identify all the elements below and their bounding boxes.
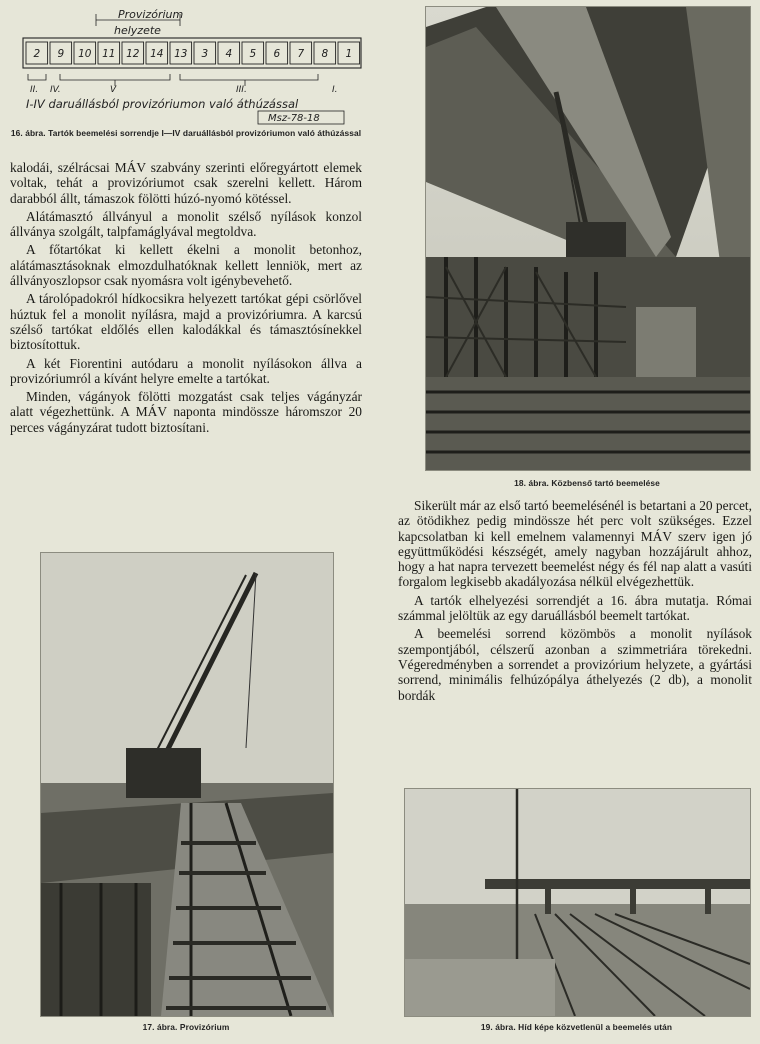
roman-iii: III. — [236, 85, 247, 95]
diagram-cell-label: 7 — [297, 48, 305, 60]
figure-17-caption: 17. ábra. Provizórium — [142, 1022, 230, 1032]
diagram-cell-label: 11 — [102, 48, 116, 60]
right-paragraph-3: A beemelési sorrend közömbös a monolit nyílások szempontjából, célszerű azonban a szimmetriára törekedni. Végeredményben a sorrendet a provizórium helyzete, a gyártási sorrend, minimális felhúzópálya áthelyezés (2 db), a monolit bordák — [398, 626, 752, 703]
roman-i: I. — [332, 85, 338, 95]
figure-18-caption: 18. ábra. Közbenső tartó beemelése — [514, 478, 660, 488]
roman-ii: II. — [30, 85, 39, 95]
right-column-text — [398, 498, 752, 706]
figure-18-photo — [425, 6, 751, 471]
diagram-cells — [26, 42, 360, 64]
diagram-note: I-IV daruállásból provizóriumon való áthúzással — [26, 97, 299, 111]
roman-iv: IV. — [50, 85, 61, 95]
figure-19-photo — [404, 788, 751, 1017]
diagram-label-provizorium: Provizórium — [118, 8, 184, 21]
diagram-cell-label: 5 — [249, 48, 257, 60]
left-paragraph-3: A főtartókat ki kellett ékelni a monolit betonhoz, alátámasztásoknak elmozdulhatóknak kellett lenniök, mert az állványoszlopsor csak nyomásra volt igénybevehető. — [10, 242, 362, 289]
diagram-cell-label: 14 — [150, 48, 164, 60]
left-column-text — [10, 160, 362, 438]
diagram-cell-label: 10 — [78, 48, 92, 60]
diagram-cell-label: 12 — [126, 48, 140, 60]
diagram-cell-label: 2 — [33, 48, 41, 60]
roman-v: V — [110, 85, 117, 95]
diagram-cell-label: 6 — [273, 48, 281, 60]
diagram-label-helyzete: helyzete — [114, 24, 161, 37]
left-paragraph-6: Minden, vágányok fölötti mozgatást csak teljes vágányzár alatt végezhettünk. A MÁV naponta mindössze háromszor 20 perces vágányzárat tudott biztosítani. — [10, 389, 362, 435]
right-paragraph-2: A tartók elhelyezési sorrendjét a 16. ábra mutatja. Római számmal jelöltük az egy daruállásból beemelt tartókat. — [398, 592, 752, 624]
diagram-cell-label: 9 — [57, 48, 65, 60]
figure-16-caption: 16. ábra. Tartók beemelési sorrendje I—IV daruállásból provizóriumon való áthúzással — [10, 128, 362, 138]
diagram-cell-label: 13 — [174, 48, 188, 60]
diagram-cell-label: 4 — [225, 48, 233, 60]
diagram-cell-label: 3 — [201, 48, 209, 60]
left-paragraph-1: kalodái, szélrácsai MÁV szabvány szerinti előregyártott elemek voltak, tehát a provizóriumot csak szerelni kellett. Három darabból állt, támaszok fölötti húzó-nyomó kötéssel. — [10, 160, 362, 206]
diagram-cell-label: 1 — [345, 48, 353, 60]
diagram-cell-label: 8 — [321, 48, 329, 60]
right-paragraph-1: Sikerült már az első tartó beemelésénél is betartani a 20 percet, az ötödikhez pedig mindössze hét perc volt szükséges. Ezzel kapcsolatban ki kell emelnem valamennyi MÁV szerv igen jó együttműködési készségét, amely nagyban hozzájárult ahhoz, hogy a hat napra tervezett beemelést négy és fél nap alatt a vasúti forgalom legkisebb akadályozása nélkül elvégezhettük. — [398, 498, 752, 590]
beam-order-diagram — [20, 4, 368, 126]
figure-19-caption: 19. ábra. Híd képe közvetlenül a beemelés után — [480, 1022, 673, 1032]
left-paragraph-4: A tárolópadokról hídkocsikra helyezett tartókat gépi csörlővel húztuk fel a monolit nyílásra, majd a provizóriumra. A karcsú szélső tartókat eldőlés ellen kalodákkal és támasztósínekkel biztosítottuk. — [10, 291, 362, 353]
figure-17-photo — [40, 552, 334, 1017]
left-paragraph-5: A két Fiorentini autódaru a monolit nyílásokon állva a provizóriumról a kívánt helyre emelte a tartókat. — [10, 355, 362, 386]
left-paragraph-2: Alátámasztó állványul a monolit szélső nyílások konzol állványa szolgált, talpfamáglyával megtoldva. — [10, 208, 362, 240]
figure-16-diagram — [20, 4, 368, 126]
drawing-code: Msz-78-18 — [268, 113, 320, 124]
